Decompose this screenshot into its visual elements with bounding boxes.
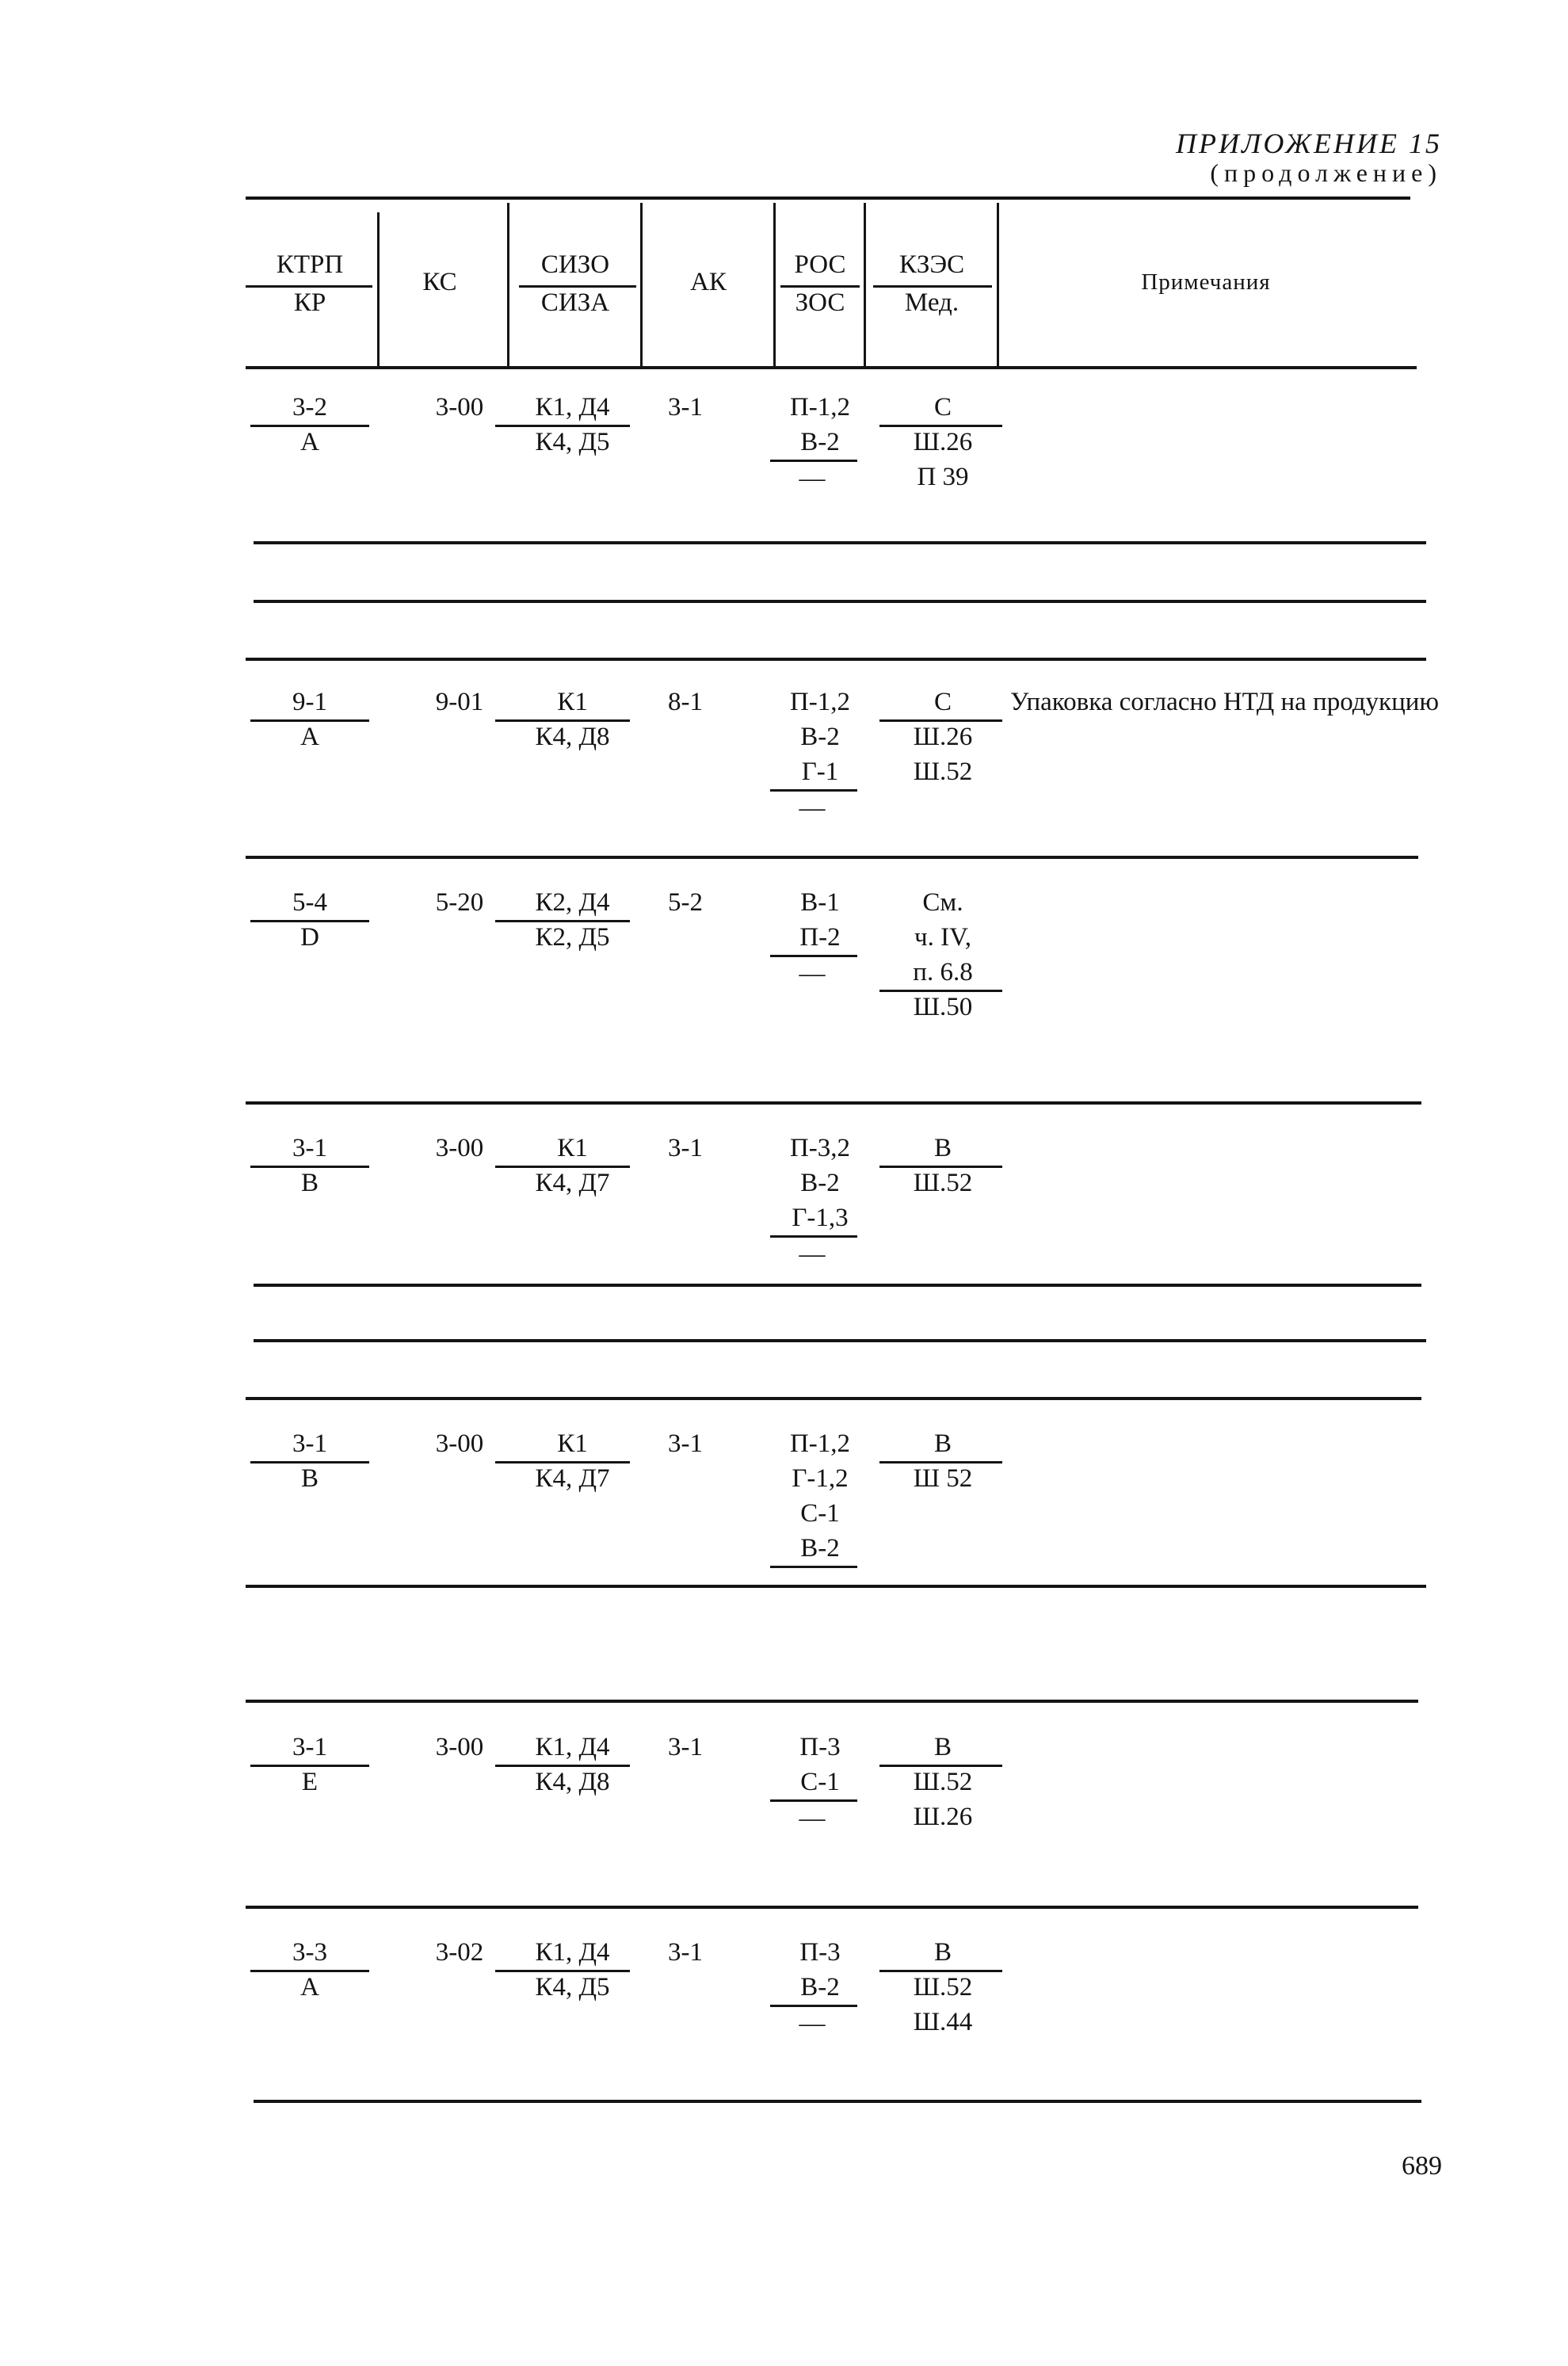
ros-value: В-2 bbox=[800, 723, 840, 751]
column-header-ros: РОС bbox=[794, 250, 846, 279]
med-value: Ш.26 bbox=[913, 1803, 973, 1831]
appendix-title: ПРИЛОЖЕНИЕ 15 bbox=[1176, 128, 1442, 159]
column-header-ks: КС bbox=[422, 268, 457, 296]
row-divider-rule bbox=[246, 658, 1426, 661]
column-header-med: Мед. bbox=[904, 288, 959, 317]
kr-value: В bbox=[300, 1169, 319, 1197]
ktrp-value: 5-4 bbox=[292, 888, 327, 917]
ks-value: 3-00 bbox=[435, 1733, 484, 1761]
column-header-sizo: СИЗО bbox=[540, 250, 610, 279]
ktrp-value: 3-3 bbox=[292, 1938, 327, 1967]
ros-value: Г-1,3 bbox=[792, 1204, 849, 1232]
ks-value: 3-00 bbox=[435, 1429, 484, 1458]
sizo-value: К2, Д4 bbox=[535, 888, 610, 917]
siza-value: К2, Д5 bbox=[535, 923, 610, 952]
siza-value: К4, Д7 bbox=[535, 1169, 610, 1197]
ros-value: В-2 bbox=[800, 1973, 840, 2002]
sizo-value: К1 bbox=[557, 1134, 588, 1162]
kzes-value: ч. IV, bbox=[914, 923, 971, 952]
med-value: Ш.52 bbox=[913, 1973, 973, 2002]
kzes-value: С bbox=[933, 688, 952, 716]
kzes-value: В bbox=[933, 1134, 952, 1162]
kzes-value: В bbox=[933, 1938, 952, 1967]
kzes-value: См. bbox=[922, 888, 963, 917]
ak-value: 3-1 bbox=[668, 393, 703, 422]
med-value: Ш.50 bbox=[913, 993, 973, 1021]
ktrp-value: 3-1 bbox=[292, 1429, 327, 1458]
column-header-ak: АК bbox=[690, 268, 727, 296]
ak-value: 3-1 bbox=[668, 1733, 703, 1761]
ros-value: С-1 bbox=[800, 1499, 840, 1528]
ros-value: Г-1 bbox=[801, 758, 839, 786]
notes-value: Упаковка согласно НТД на продукцию bbox=[1010, 688, 1440, 716]
ak-value: 8-1 bbox=[668, 688, 703, 716]
kr-value: D bbox=[300, 923, 319, 952]
med-value: Ш.44 bbox=[913, 2008, 973, 2036]
ros-value: П-2 bbox=[799, 923, 841, 952]
siza-value: К4, Д7 bbox=[535, 1464, 610, 1493]
ak-value: 3-1 bbox=[668, 1938, 703, 1967]
header-col-divider bbox=[773, 203, 776, 368]
ros-value: П-1,2 bbox=[789, 393, 851, 422]
ros-value: В-2 bbox=[800, 1169, 840, 1197]
kzes-value: п. 6.8 bbox=[913, 958, 973, 986]
zos-value: — bbox=[799, 1804, 826, 1833]
zos-value: — bbox=[799, 464, 826, 493]
sizo-value: К1 bbox=[557, 688, 588, 716]
zos-value: — bbox=[799, 2009, 826, 2038]
header-col-divider bbox=[864, 203, 866, 368]
ros-value: П-1,2 bbox=[789, 688, 851, 716]
siza-value: К4, Д5 bbox=[535, 1973, 610, 2002]
column-header-ktrp: КТРП bbox=[276, 250, 344, 279]
ktrp-value: 9-1 bbox=[292, 688, 327, 716]
header-col-divider bbox=[507, 203, 509, 368]
page-number: 689 bbox=[1402, 2151, 1442, 2181]
header-col-divider bbox=[377, 212, 380, 368]
zos-value: — bbox=[799, 1570, 826, 1599]
column-header-kr: КР bbox=[293, 288, 326, 317]
med-value: П 39 bbox=[917, 463, 969, 491]
ktrp-value: 3-2 bbox=[292, 393, 327, 422]
ros-value: П-1,2 bbox=[789, 1429, 851, 1458]
zos-value: — bbox=[799, 960, 826, 988]
ros-value: Г-1,2 bbox=[792, 1464, 849, 1493]
ks-value: 5-20 bbox=[435, 888, 484, 917]
ktrp-value: 3-1 bbox=[292, 1134, 327, 1162]
ak-value: 3-1 bbox=[668, 1134, 703, 1162]
row-divider-rule bbox=[246, 1397, 1421, 1400]
table-top-rule bbox=[246, 197, 1410, 200]
ros-value: В-2 bbox=[800, 428, 840, 456]
column-header-kzes: КЗЭС bbox=[898, 250, 965, 279]
kr-value: А bbox=[300, 1973, 319, 2002]
ros-value: П-3 bbox=[799, 1733, 841, 1761]
row-divider-rule bbox=[246, 1700, 1418, 1703]
ak-value: 5-2 bbox=[668, 888, 703, 917]
ros-value: П-3,2 bbox=[789, 1134, 851, 1162]
appendix-subtitle: (продолжение) bbox=[1210, 158, 1442, 187]
siza-value: К4, Д8 bbox=[535, 1768, 610, 1796]
ros-value: В-2 bbox=[800, 1534, 840, 1563]
ros-value: С-1 bbox=[800, 1768, 840, 1796]
zos-value: — bbox=[799, 794, 826, 822]
ks-value: 3-00 bbox=[435, 393, 484, 422]
ktrp-value: 3-1 bbox=[292, 1733, 327, 1761]
kzes-value: В bbox=[933, 1429, 952, 1458]
siza-value: К4, Д8 bbox=[535, 723, 610, 751]
med-value: Ш.52 bbox=[913, 1169, 973, 1197]
row-divider-rule bbox=[254, 1339, 1426, 1342]
kr-value: А bbox=[300, 428, 319, 456]
column-header-siza: СИЗА bbox=[540, 288, 610, 317]
row-divider-rule bbox=[246, 1906, 1418, 1909]
kzes-value: В bbox=[933, 1733, 952, 1761]
sizo-value: К1, Д4 bbox=[535, 393, 610, 422]
sizo-value: К1 bbox=[557, 1429, 588, 1458]
row-divider-rule bbox=[246, 856, 1418, 859]
med-value: Ш.26 bbox=[913, 428, 973, 456]
ks-value: 9-01 bbox=[435, 688, 484, 716]
ks-value: 3-00 bbox=[435, 1134, 484, 1162]
ks-value: 3-02 bbox=[435, 1938, 484, 1967]
med-value: Ш.52 bbox=[913, 1768, 973, 1796]
kr-value: А bbox=[300, 723, 319, 751]
row-divider-rule bbox=[246, 1101, 1421, 1105]
row-divider-rule bbox=[254, 541, 1426, 544]
header-col-divider bbox=[640, 203, 643, 368]
med-value: Ш.52 bbox=[913, 758, 973, 786]
med-value: Ш.26 bbox=[913, 723, 973, 751]
column-header-notes: Примечания bbox=[1141, 269, 1271, 295]
ros-value: В-1 bbox=[800, 888, 840, 917]
header-bottom-rule bbox=[246, 366, 1417, 369]
sizo-value: К1, Д4 bbox=[535, 1938, 610, 1967]
column-header-zos: ЗОС bbox=[795, 288, 845, 317]
zos-value: — bbox=[799, 1240, 826, 1269]
row-divider-rule bbox=[254, 1284, 1421, 1287]
sizo-value: К1, Д4 bbox=[535, 1733, 610, 1761]
ak-value: 3-1 bbox=[668, 1429, 703, 1458]
siza-value: К4, Д5 bbox=[535, 428, 610, 456]
header-col-divider bbox=[997, 203, 999, 368]
row-divider-rule bbox=[254, 600, 1426, 603]
kzes-value: С bbox=[933, 393, 952, 422]
kr-value: Е bbox=[301, 1768, 319, 1796]
ros-value: П-3 bbox=[799, 1938, 841, 1967]
med-value: Ш 52 bbox=[913, 1464, 973, 1493]
row-divider-rule bbox=[254, 2100, 1421, 2103]
kr-value: В bbox=[300, 1464, 319, 1493]
